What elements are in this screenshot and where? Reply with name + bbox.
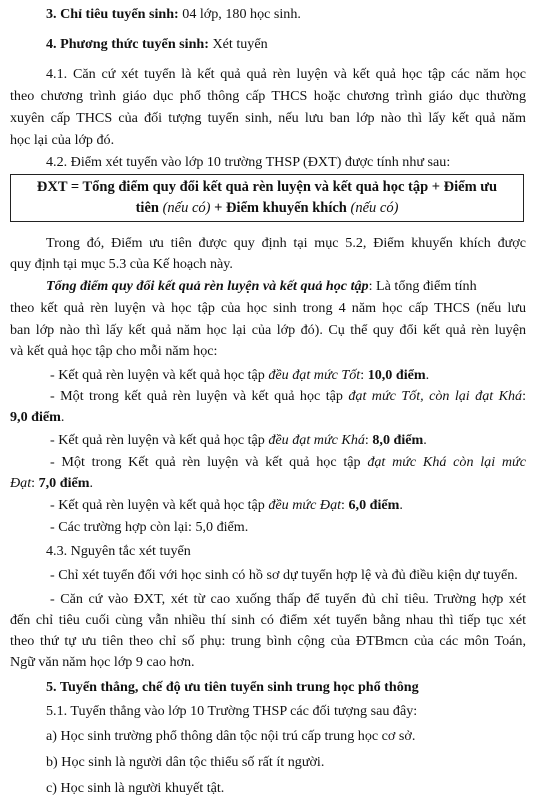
para-4-3: 4.3. Nguyên tắc xét tuyển	[46, 543, 191, 559]
bullet-text: - Kết quả rèn luyện và kết quả học tập	[50, 432, 269, 448]
rule-1: - Chỉ xét tuyển đối với học sinh có hồ sơ dự tuyển hợp lệ và đủ điều kiện dự tuyển.	[50, 567, 518, 583]
formula-priority: tiên	[135, 200, 159, 216]
bullet-italic: đều mức Đạt	[268, 497, 342, 513]
section-4-heading	[46, 34, 526, 55]
formula-bonus: + Điểm khuyến khích	[210, 200, 347, 216]
bullet-colon: :	[31, 475, 39, 491]
tong-diem-line-4: và kết quả học tập cho mỗi năm học:	[10, 343, 218, 359]
bullet-kha-dat-line-1	[50, 452, 526, 473]
bullet-kha-dat-line-2	[10, 473, 526, 494]
bullet-score: 7,0 điểm	[38, 475, 90, 491]
bullet-dat	[50, 495, 526, 516]
formula-if-any-2: (nếu có)	[346, 200, 399, 216]
bullet-tot-kha-line-2	[10, 407, 526, 428]
bullet-end: .	[89, 475, 94, 491]
bullet-score: 9,0 điểm	[10, 409, 61, 425]
section-5-heading: 5. Tuyển thẳng, chế độ ưu tiên tuyển sinh trung học phổ thông	[46, 679, 419, 695]
item-c: c) Học sinh là người khuyết tật.	[46, 780, 225, 796]
rule-2-line-3: theo thứ tự ưu tiên theo chỉ số phụ: trung bình cộng của ĐTBmcn của các môn Toán,	[10, 633, 526, 649]
bullet-kha	[50, 430, 526, 451]
formula-box	[10, 174, 524, 222]
bullet-score: 10,0 điểm	[367, 367, 426, 383]
item-b: b) Học sinh là người dân tộc thiểu số rất ít người.	[46, 754, 325, 770]
para-4-1-line-2: theo chương trình giáo dục phổ thông cấp THCS hoặc chương trình giáo dục thường	[10, 88, 526, 104]
bullet-italic: đạt mức Khá còn lại mức	[367, 454, 526, 470]
bullet-end: .	[399, 497, 403, 513]
para-5-1: 5.1. Tuyển thẳng vào lớp 10 Trường THSP các đối tượng sau đây:	[46, 703, 418, 719]
bullet-score: 8,0 điểm	[372, 432, 424, 448]
bullet-italic: đều đạt mức Tốt	[268, 367, 361, 383]
tong-diem-line-1	[46, 276, 526, 297]
para-4-1-line-4: học lại của lớp đó.	[10, 132, 115, 148]
section-3-text: 04 lớp, 180 học sinh.	[178, 6, 301, 22]
bullet-italic: đều đạt mức Khá	[268, 432, 365, 448]
bullet-colon: :	[341, 497, 349, 513]
tong-diem-line-2: theo kết quả rèn luyện và học tập của học sinh trong 4 năm học cấp THCS (nếu lưu	[10, 300, 526, 316]
section-4-label: 4. Phương thức tuyển sinh:	[46, 36, 209, 52]
formula-line-2	[17, 198, 517, 219]
bullet-tot	[50, 365, 526, 386]
section-3-heading	[46, 4, 526, 25]
rule-2-line-4: Ngữ văn năm học lớp 9 cao hơn.	[10, 654, 195, 670]
bullet-text: - Một trong kết quả rèn luyện và kết quả học tập	[50, 388, 349, 404]
bullet-italic: đạt mức Tốt, còn lại đạt Khá	[348, 388, 523, 404]
tong-diem-label: Tổng điểm quy đổi kết quả rèn luyện và kết quả học tập	[46, 278, 369, 294]
bullet-italic: Đạt	[10, 475, 32, 491]
bullet-colon: :	[522, 388, 526, 404]
bullet-text: - Kết quả rèn luyện và kết quả học tập	[50, 367, 269, 383]
bullet-tot-kha-line-1	[50, 386, 526, 407]
item-a: a) Học sinh trường phổ thông dân tộc nội trú cấp trung học cơ sở.	[46, 728, 416, 744]
bullet-end: .	[423, 432, 427, 448]
tong-diem-line-3: ban lớp nào thì lấy kết quả năm học lại của lớp đó). Cụ thể quy đổi kết quả rèn luyện	[10, 322, 526, 338]
rule-2-line-2: đến chỉ tiêu cuối cùng vẫn nhiều thí sinh có điểm xét tuyển bằng nhau thì tiếp tục xét	[10, 612, 526, 628]
bullet-text: - Kết quả rèn luyện và kết quả học tập	[50, 497, 269, 513]
bullet-score: 6,0 điểm	[348, 497, 400, 513]
bullet-colon: :	[364, 432, 373, 448]
bullet-end: .	[60, 409, 65, 425]
trong-do-line-1: Trong đó, Điểm ưu tiên được quy định tại mục 5.2, Điểm khuyến khích được	[46, 235, 526, 251]
bullet-other: - Các trường hợp còn lại: 5,0 điểm.	[50, 519, 249, 535]
section-4-text: Xét tuyển	[208, 36, 268, 52]
para-4-1-line-1: 4.1. Căn cứ xét tuyển là kết quả quả rèn luyện và kết quả học tập các năm học	[46, 66, 526, 82]
formula-if-any-1: (nếu có)	[158, 200, 211, 216]
trong-do-line-2: quy định tại mục 5.3 của Kế hoạch này.	[10, 256, 233, 272]
bullet-colon: :	[360, 367, 368, 383]
tong-diem-text: : Là tổng điểm tính	[368, 278, 477, 294]
section-3-label: 3. Chỉ tiêu tuyển sinh:	[46, 6, 179, 22]
rule-2-line-1: - Căn cứ vào ĐXT, xét từ cao xuống thấp để tuyển đủ chỉ tiêu. Trường hợp xét	[50, 591, 526, 607]
formula-line-1: ĐXT = Tổng điểm quy đổi kết quả rèn luyện và kết quả học tập + Điểm ưu	[36, 179, 498, 195]
bullet-text: - Một trong Kết quả rèn luyện và kết quả học tập	[50, 454, 368, 470]
para-4-1-line-3: xuyên cấp THCS của đối tượng tuyển sinh, nếu lưu ban lớp nào thì lấy kết quả năm	[10, 110, 526, 126]
bullet-end: .	[425, 367, 430, 383]
para-4-2: 4.2. Điểm xét tuyển vào lớp 10 trường THSP (ĐXT) được tính như sau:	[46, 154, 451, 170]
